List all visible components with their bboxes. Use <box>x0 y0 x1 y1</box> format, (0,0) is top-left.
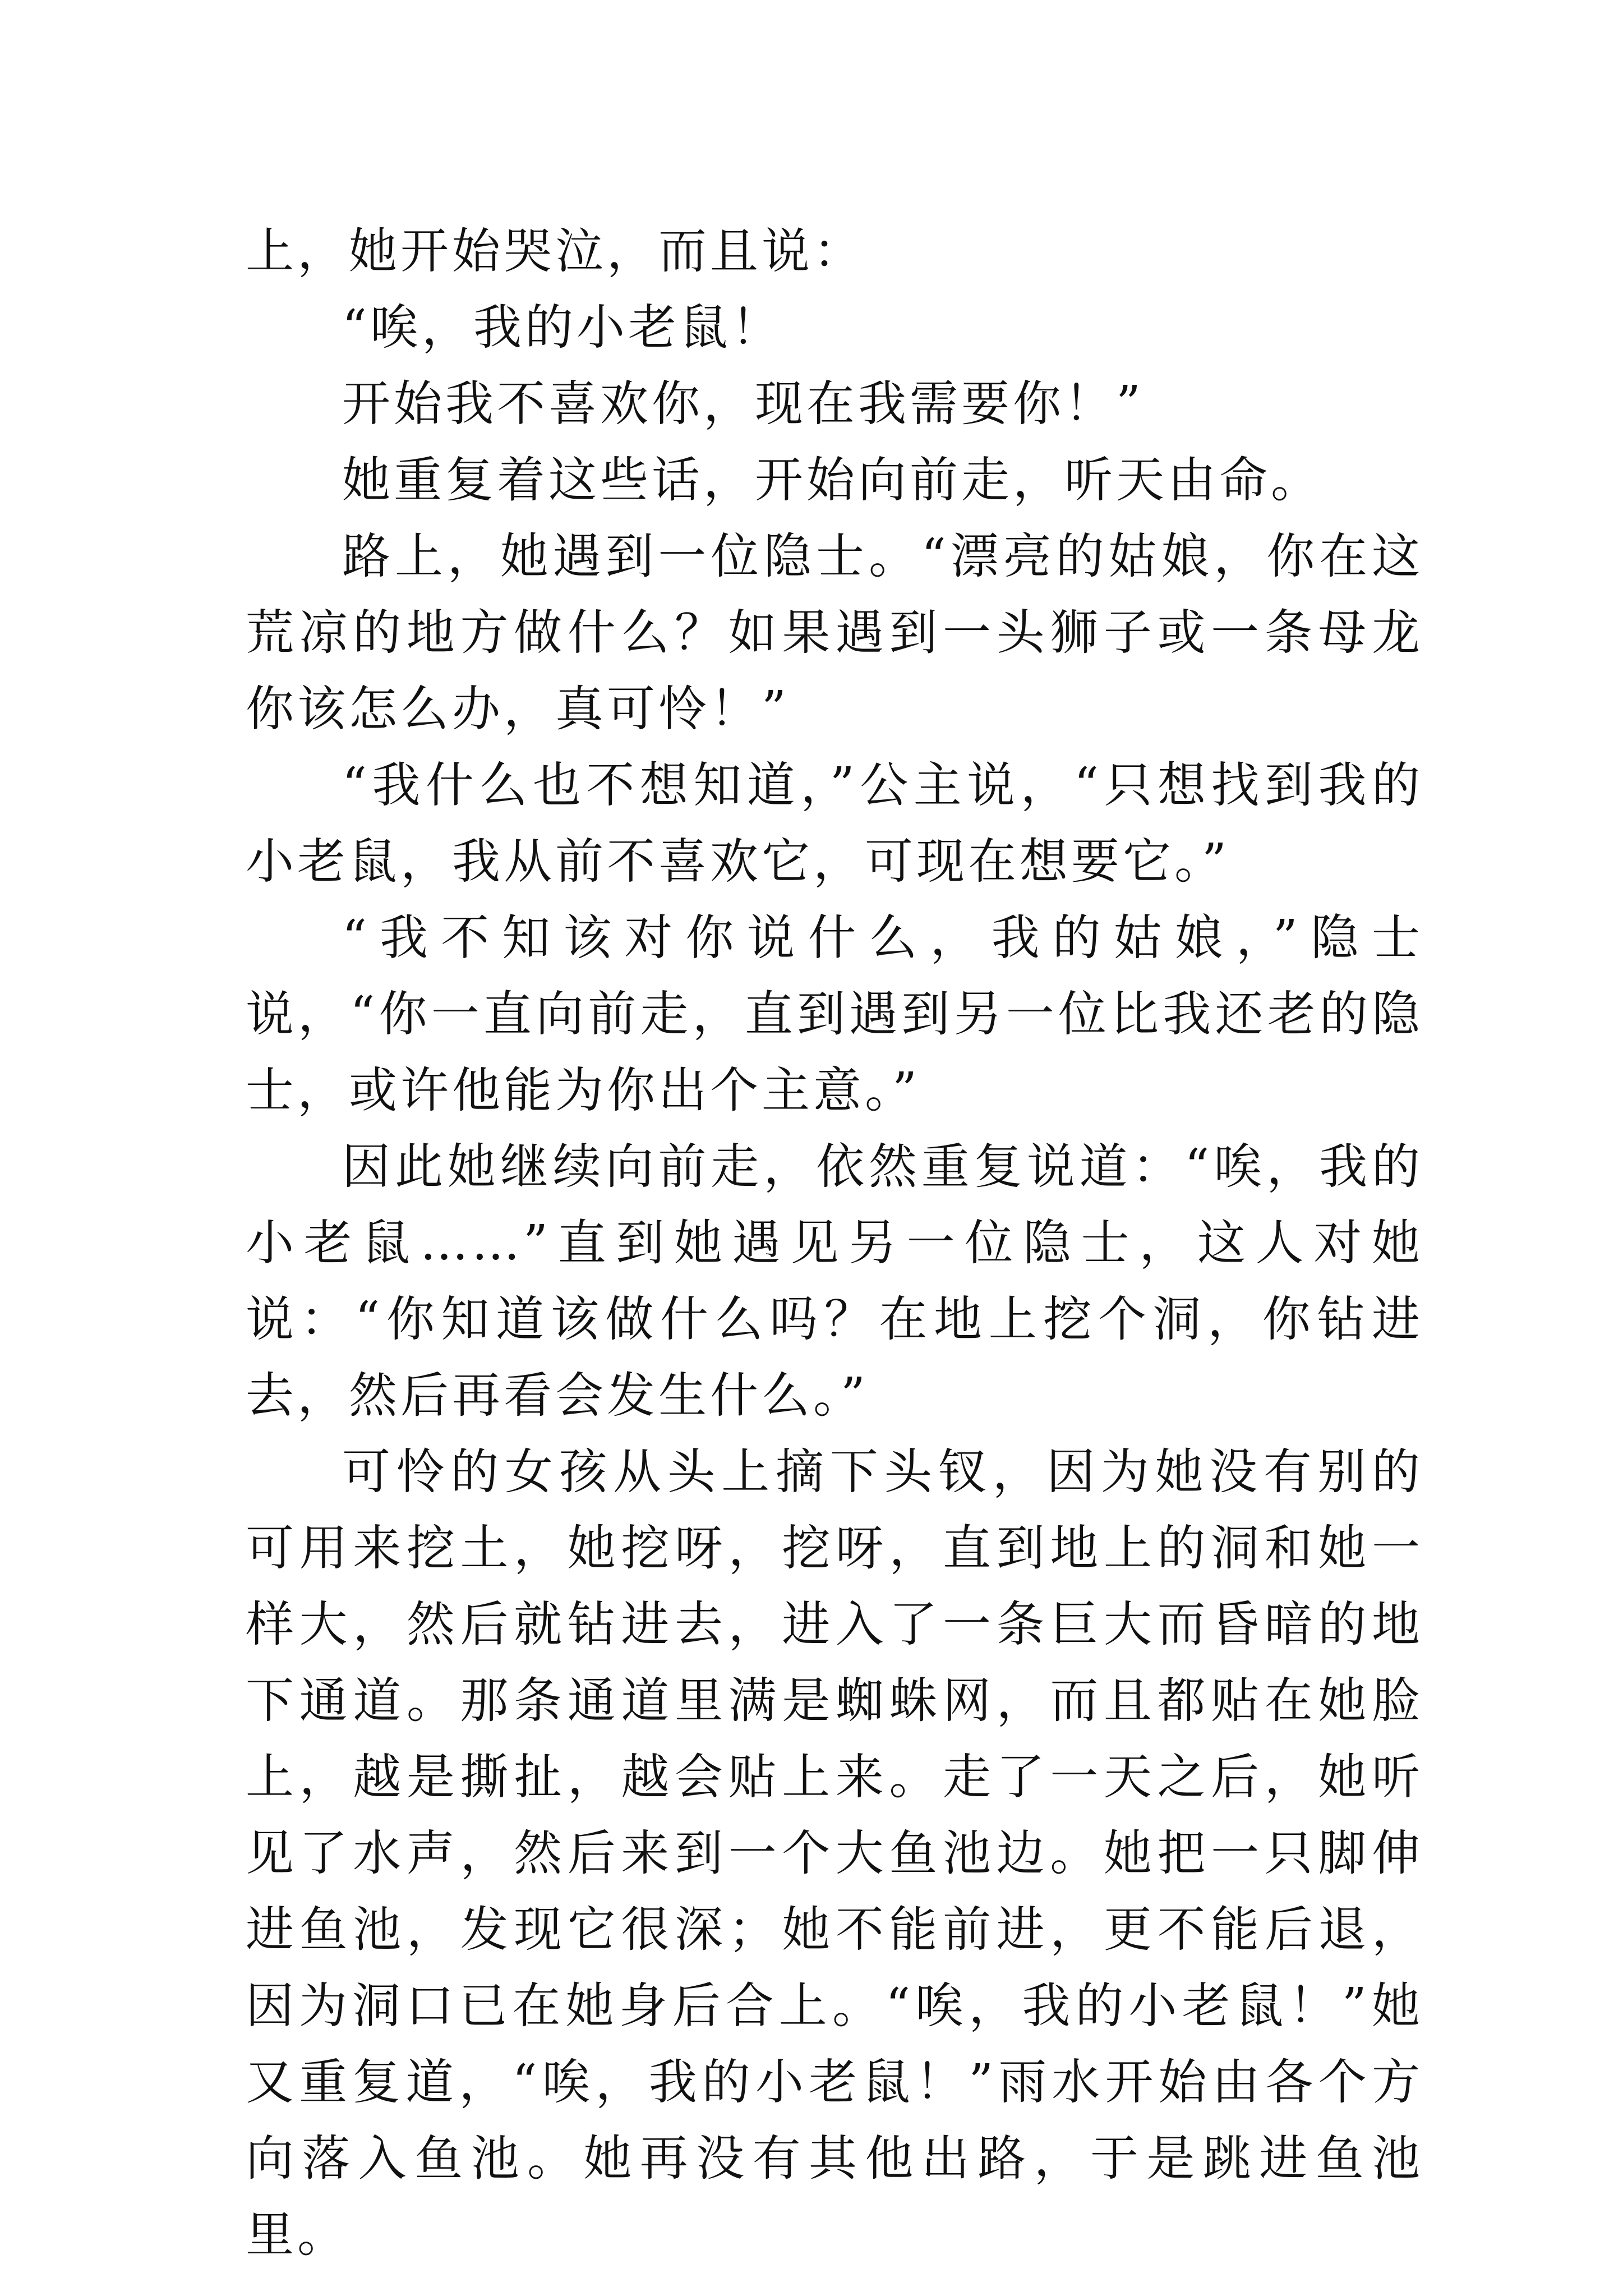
paragraph-7: “我不知该对你说什么，我的姑娘，”隐士说，“你一直向前走，直到遇到另一位比我还老的隐士，或许他能为你出个主意。” <box>246 910 1423 1119</box>
paragraph-2: “唉，我的小老鼠！ <box>342 300 783 356</box>
paragraph-1: 上，她开始哭泣，而且说： <box>246 223 865 279</box>
paragraph-3: 开始我不喜欢你，现在我需要你！” <box>342 376 1144 432</box>
paragraph-4: 她重复着这些话，开始向前走，听天由命。 <box>342 452 1322 508</box>
paragraph-5: 路上，她遇到一位隐士。“漂亮的姑娘，你在这荒凉的地方做什么？如果遇到一头狮子或一条母龙你该怎么办，真可怜！” <box>246 528 1423 737</box>
paragraph-8: 因此她继续向前走，依然重复说道：“唉，我的小老鼠……”直到她遇见另一位隐士，这人对她说：“你知道该做什么吗？在地上挖个洞，你钻进去，然后再看会发生什么。” <box>246 1139 1423 1424</box>
paragraph-6: “我什么也不想知道，”公主说，“只想找到我的小老鼠，我从前不喜欢它，可现在想要它。” <box>246 757 1423 890</box>
paragraph-9: 可怜的女孩从头上摘下头钗，因为她没有别的可用来挖土，她挖呀，挖呀，直到地上的洞和她一样大，然后就钻进去，进入了一条巨大而昏暗的地下通道。那条通道里满是蜘蛛网，而且都贴在她脸上，越是撕扯，越会贴上来。走了一天之后，她听见了水声，然后来到一个大鱼池边。她把一只脚伸进鱼池，发现它很深；她不能前进，更不能后退，因为洞口已在她身后合上。“唉，我的小老鼠！”她又重复道，“唉，我的小老鼠！”雨水开始由各个方向落入鱼池。她再没有其他出路，于是跳进鱼池里。 <box>246 1444 1423 2263</box>
body-text <box>246 213 1423 2273</box>
